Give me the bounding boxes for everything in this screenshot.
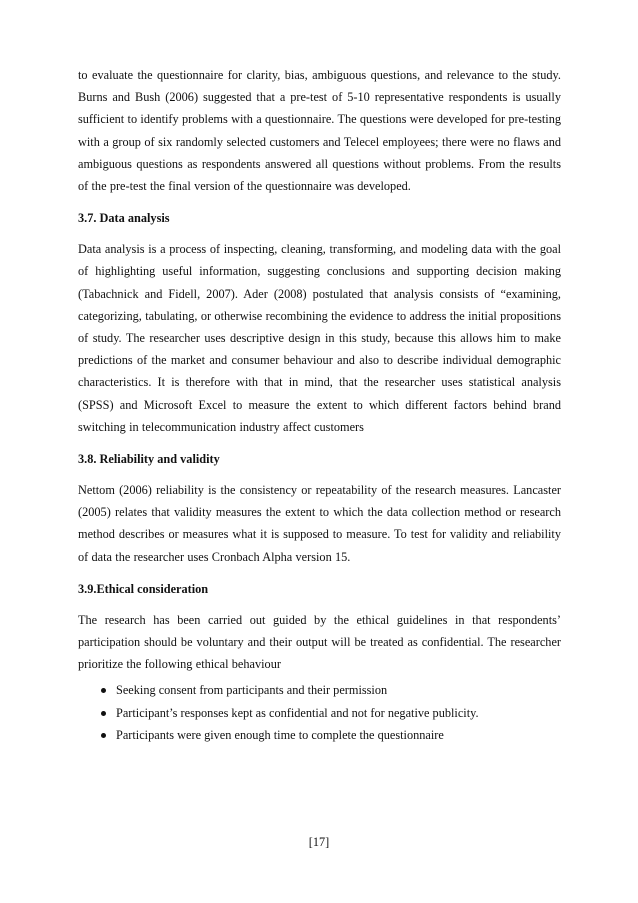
list-item-text: Participants were given enough time to complete the questionnaire [116,728,444,743]
bullet-icon [101,688,106,693]
ethical-behaviour-list [78,679,561,747]
section-body-ethical-consideration: The research has been carried out guided by the ethical guidelines in that respondents’ participation should be voluntary and their output will be treated as confidential. The researcher prioritize the following ethical behaviour [78,612,561,672]
page-number: [17] [308,835,330,849]
intro-paragraph: to evaluate the questionnaire for clarity, bias, ambiguous questions, and relevance to the study. Burns and Bush (2006) suggested that a pre-test of 5-10 representative respondents is usually sufficient to identify problems with a questionnaire. The questions were developed for pre-testing with a group of six randomly selected customers and Telecel employees; there were no flaws and ambiguous questions as respondents answered all questions without problems. From the results of the pre-test the final version of the questionnaire was developed. [78,68,561,194]
list-item [78,679,561,702]
section-body-reliability-validity: Nettom (2006) reliability is the consistency or repeatability of the research measures. Lancaster (2005) relates that validity measures the extent to which the data collection method or research method describes or measures what it is supposed to measure. To test for validity and reliability of data the researcher uses Cronbach Alpha version 15. [78,483,561,564]
list-item-text: Participant’s responses kept as confidential and not for negative publicity. [116,705,479,720]
page-content [78,64,561,747]
section-heading-reliability-validity: 3.8. Reliability and validity [78,452,220,467]
list-item-text: Seeking consent from participants and their permission [116,683,388,698]
bullet-icon [101,711,106,716]
list-item [78,724,561,747]
bullet-icon [101,733,106,738]
list-item [78,702,561,725]
section-heading-data-analysis: 3.7. Data analysis [78,211,170,226]
section-body-data-analysis: Data analysis is a process of inspecting, cleaning, transforming, and modeling data with the goal of highlighting useful information, suggesting conclusions and supporting decision making (Tabachnick and Fidell, 2007). Ader (2008) postulated that analysis consists of “examining, categorizing, tabulating, or otherwise recombining the evidence to address the initial propositions of study. The researcher uses descriptive design in this study, because this allows him to make predictions of the market and consumer behaviour and also to describe individual demographic characteristics. It is therefore with that in mind, that the researcher uses statistical analysis (SPSS) and Microsoft Excel to measure the extent to which different factors behind brand switching in telecommunication industry affect customers [78,242,561,434]
section-heading-ethical-consideration: 3.9.Ethical consideration [78,581,209,596]
